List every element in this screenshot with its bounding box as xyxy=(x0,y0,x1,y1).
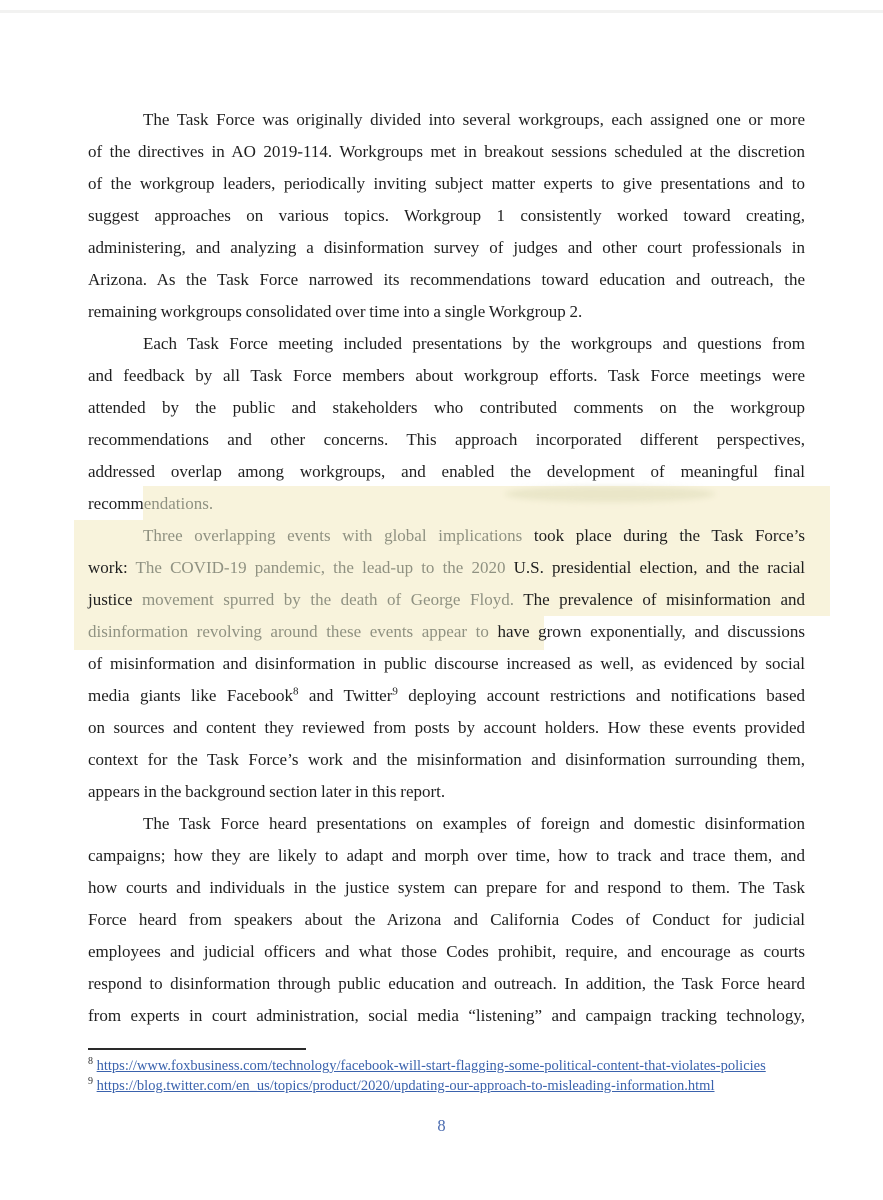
text-line xyxy=(88,936,805,968)
text-line xyxy=(88,104,805,136)
body-text: respond to disinformation through public education and outreach. In addition, the Task Force heard xyxy=(88,974,805,993)
text-line xyxy=(88,296,805,328)
highlighted-faded-text: disinformation revolving around these events appear to xyxy=(88,622,498,641)
text-line xyxy=(88,1000,805,1032)
text-line xyxy=(88,808,805,840)
text-line xyxy=(88,648,805,680)
body-text: The Task Force was originally divided into several workgroups, each assigned one or more xyxy=(143,110,805,129)
text-line xyxy=(88,360,805,392)
body-text: recomm xyxy=(88,494,144,513)
footnote xyxy=(88,1076,805,1096)
highlighted-faded-text: Three overlapping events with global implications xyxy=(143,526,523,545)
page-number: 8 xyxy=(437,1116,446,1135)
footnote-ref: 9 xyxy=(392,685,398,698)
text-line xyxy=(88,776,805,808)
text-line xyxy=(88,712,805,744)
text-line xyxy=(88,744,805,776)
highlighted-faded-text: endations. xyxy=(143,494,214,513)
text-line xyxy=(88,456,805,488)
footnote-separator xyxy=(88,1048,306,1050)
body-text: how courts and individuals in the justice system can prepare for and respond to them. The Task xyxy=(88,878,805,897)
text-line xyxy=(88,264,805,296)
footnotes xyxy=(88,1056,805,1096)
body-text: administering, and analyzing a disinformation survey of judges and other court professionals in xyxy=(88,238,805,257)
text-line xyxy=(88,616,805,648)
text-line xyxy=(88,520,805,552)
footnote xyxy=(88,1056,805,1076)
body-text: work: xyxy=(88,558,136,577)
body-text: recommendations and other concerns. This approach incorporated different perspectives, xyxy=(88,430,805,449)
body-text: U.S. presidential election, and the racial xyxy=(513,558,805,577)
text-line xyxy=(88,392,805,424)
scan-artifact xyxy=(0,10,883,13)
body-text: Force heard from speakers about the Arizona and California Codes of Conduct for judicial xyxy=(88,910,805,929)
highlighted-faded-text: movement spurred by the death of George Floyd. xyxy=(141,590,524,609)
text-line xyxy=(88,168,805,200)
text-line xyxy=(88,680,805,712)
body-text: from experts in court administration, social media “listening” and campaign tracking technology, xyxy=(88,1006,805,1025)
body-text: and feedback by all Task Force members about workgroup efforts. Task Force meetings were xyxy=(88,366,805,385)
text-line xyxy=(88,904,805,936)
body-text: deploying account restrictions and notifications based xyxy=(397,686,805,705)
text-line xyxy=(88,968,805,1000)
body-text: campaigns; how they are likely to adapt and morph over time, how to track and trace them, and xyxy=(88,846,805,865)
body-text: took place during the Task Force’s xyxy=(522,526,805,545)
text-line xyxy=(88,136,805,168)
footnote-ref: 8 xyxy=(292,685,299,698)
text-line xyxy=(88,872,805,904)
document-body xyxy=(88,104,805,1032)
highlighted-faded-text: The COVID-19 pandemic, the lead-up to the 2020 xyxy=(135,558,514,577)
body-text: Each Task Force meeting included presentations by the workgroups and questions from xyxy=(143,334,805,353)
body-text: of misinformation and disinformation in public discourse increased as well, as evidenced by social xyxy=(88,654,805,673)
text-line xyxy=(88,552,805,584)
body-text: addressed overlap among workgroups, and enabled the development of meaningful final xyxy=(88,462,805,481)
footnote-link[interactable]: https://blog.twitter.com/en_us/topics/product/2020/updating-our-approach-to-misleading-information.html xyxy=(96,1078,715,1094)
text-line xyxy=(88,584,805,616)
body-text: and Twitter xyxy=(298,686,393,705)
body-text: of the directives in AO 2019-114. Workgroups met in breakout sessions scheduled at the discretion xyxy=(88,142,805,161)
body-text: of the workgroup leaders, periodically inviting subject matter experts to give presentations and to xyxy=(88,174,805,193)
body-text: employees and judicial officers and what those Codes prohibit, require, and encourage as courts xyxy=(88,942,805,961)
body-text: justice xyxy=(88,590,142,609)
text-line xyxy=(88,328,805,360)
footnote-number: 8 xyxy=(88,1056,93,1068)
text-line xyxy=(88,232,805,264)
body-text: attended by the public and stakeholders who contributed comments on the workgroup xyxy=(88,398,805,417)
text-line xyxy=(88,200,805,232)
body-text: context for the Task Force’s work and the misinformation and disinformation surrounding them, xyxy=(88,750,805,769)
text-line xyxy=(88,840,805,872)
body-text: The Task Force heard presentations on examples of foreign and domestic disinformation xyxy=(143,814,805,833)
text-line xyxy=(88,488,805,520)
body-text: media giants like Facebook xyxy=(88,686,293,705)
body-text: suggest approaches on various topics. Workgroup 1 consistently worked toward creating, xyxy=(88,206,805,225)
footnote-number: 9 xyxy=(88,1076,93,1088)
body-text: remaining workgroups consolidated over time into a single Workgroup 2. xyxy=(88,302,583,321)
body-text: Arizona. As the Task Force narrowed its recommendations toward education and outreach, the xyxy=(88,270,805,289)
footnote-link[interactable]: https://www.foxbusiness.com/technology/facebook-will-start-flagging-some-political-content-that-violates-policies xyxy=(96,1058,766,1074)
body-text: The prevalence of misinformation and xyxy=(523,590,805,609)
body-text: on sources and content they reviewed from posts by account holders. How these events provided xyxy=(88,718,805,737)
body-text: appears in the background section later in this report. xyxy=(88,782,446,801)
text-line xyxy=(88,424,805,456)
body-text: have grown exponentially, and discussions xyxy=(497,622,805,641)
